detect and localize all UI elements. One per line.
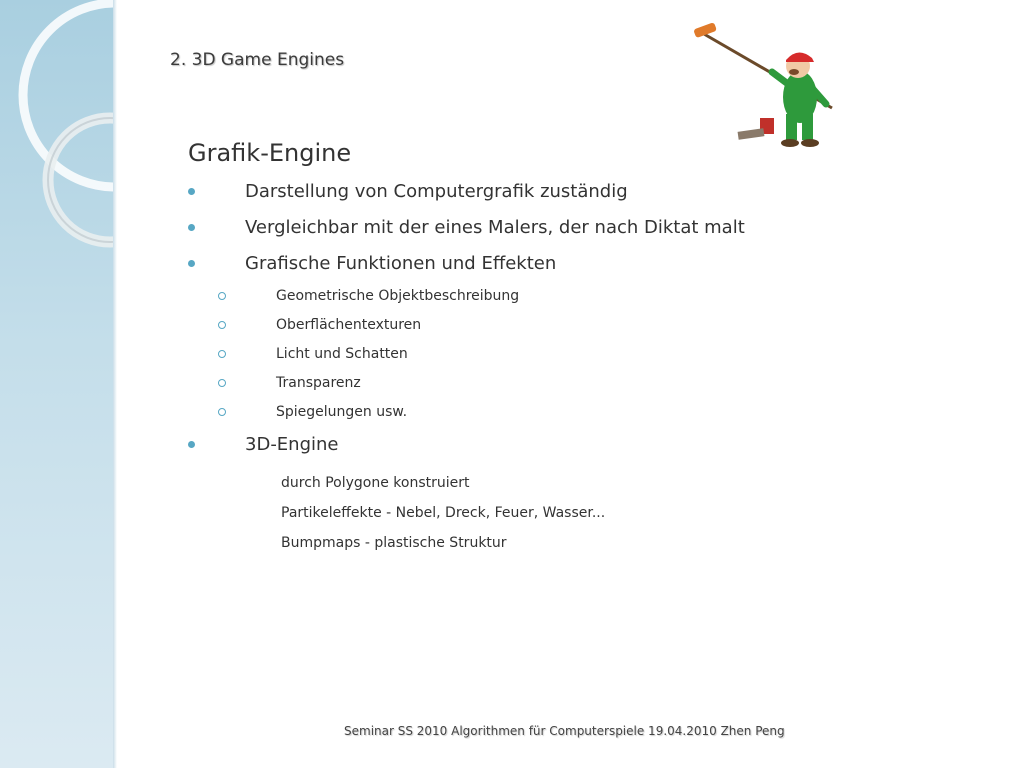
engine-detail-line: durch Polygone konstruiert [281,475,470,491]
sub-bullet-ring-icon [218,321,226,329]
slide-title: 2. 3D Game Engines [170,50,345,70]
bullet-dot-icon [188,441,195,448]
sub-bullet-ring-icon [218,379,226,387]
sub-bullet-item: Oberflächentexturen [218,317,421,333]
sub-bullet-ring-icon [218,350,226,358]
sidebar-panel [0,0,113,768]
bullet-item: Darstellung von Computergrafik zuständig [188,181,628,202]
sub-bullet-item: Spiegelungen usw. [218,404,407,420]
sub-bullet-ring-icon [218,292,226,300]
engine-detail-line: Bumpmaps - plastische Struktur [281,535,507,551]
sub-bullet-item: Geometrische Objektbeschreibung [218,288,519,304]
sub-bullet-item: Transparenz [218,375,361,391]
bullet-dot-icon [188,260,195,267]
bullet-dot-icon [188,224,195,231]
sub-bullet-item: Licht und Schatten [218,346,408,362]
engine-detail-line: Partikeleffekte - Nebel, Dreck, Feuer, Wasser... [281,505,606,521]
sidebar-edge [113,0,117,768]
sub-bullet-ring-icon [218,408,226,416]
bullet-item: Grafische Funktionen und Effekten [188,253,556,274]
bullet-item: 3D-Engine [188,434,339,455]
bullet-item: Vergleichbar mit der eines Malers, der nach Diktat malt [188,217,745,238]
bullet-dot-icon [188,188,195,195]
decorative-rings [0,0,113,768]
section-heading: Grafik-Engine [188,139,352,167]
slide-footer: Seminar SS 2010 Algorithmen für Computerspiele 19.04.2010 Zhen Peng [344,724,785,738]
painter-clipart [692,22,842,152]
